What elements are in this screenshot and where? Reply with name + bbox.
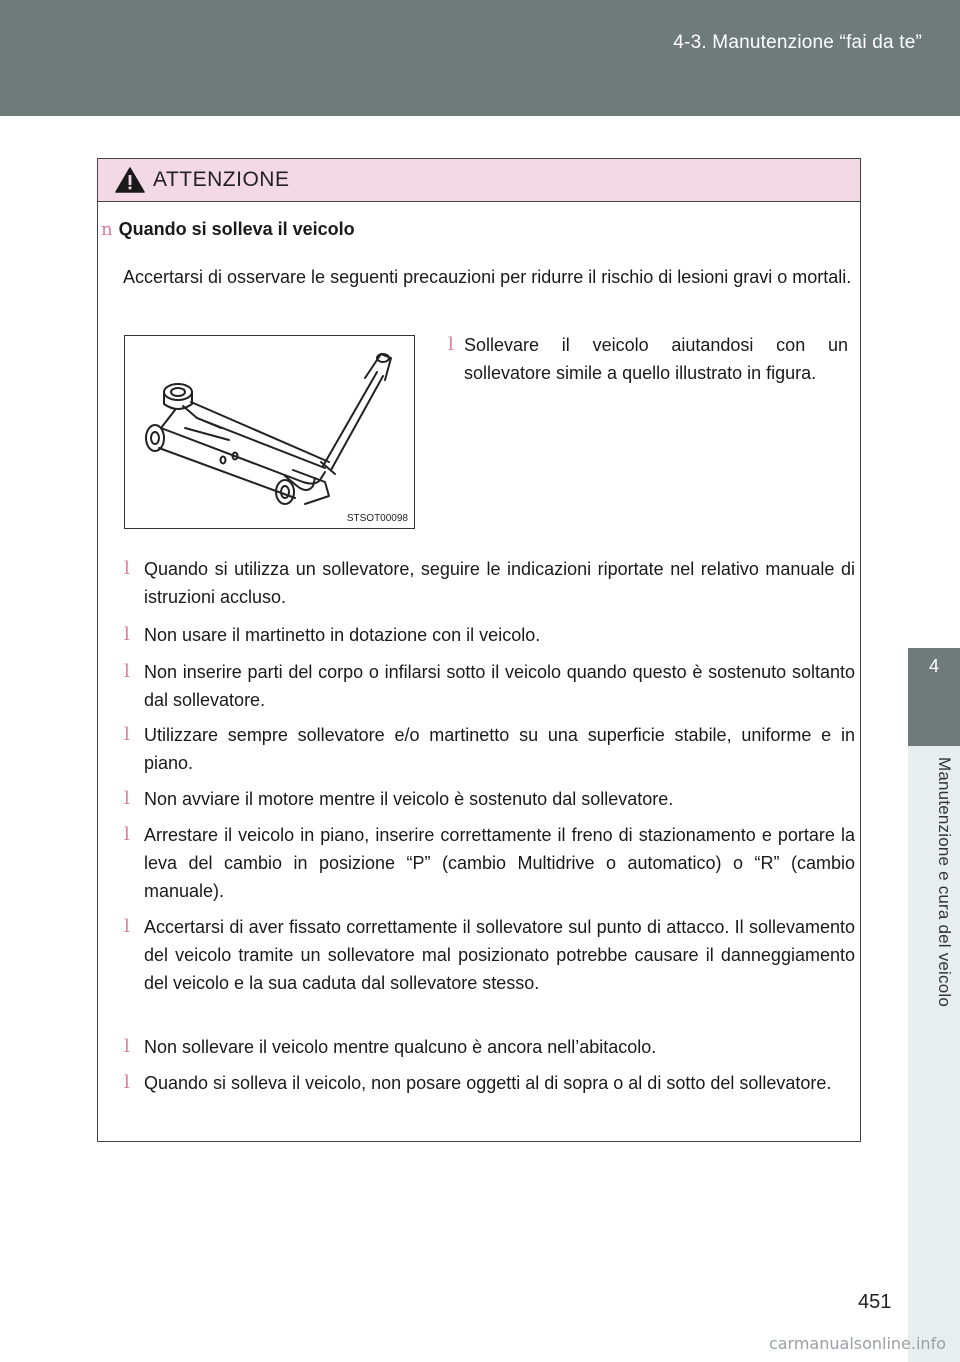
warning-triangle-icon [115,167,145,193]
section-title: 4-3. Manutenzione “fai da te” [673,32,922,53]
bullet-icon: l [124,624,130,645]
list-item-text: Quando si utilizza un sollevatore, seguire le indicazioni riportate nel relativo manuale di istruzioni accluso. [144,559,855,607]
warning-box [97,158,861,1142]
header-band [0,0,960,116]
list-item-text: Accertarsi di aver fissato correttamente il sollevatore sul punto di attacco. Il sollevamento del veicolo tramite un sollevatore mal posizionato potrebbe causare il danneggiamento del veicolo e la sua caduta dal sollevatore stesso. [144,917,855,993]
figure-caption: Sollevare il veicolo aiutandosi con un sollevatore simile a quello illustrato in figura. [464,335,848,383]
list-item [124,555,855,611]
jack-figure [124,335,415,529]
section-heading [98,219,355,240]
bullet-icon: l [124,788,130,809]
page-number: 451 [858,1291,892,1313]
list-item-text: Non inserire parti del corpo o infilarsi sotto il veicolo quando questo è sostenuto soltanto dal sollevatore. [144,662,855,710]
list-item-text: Quando si solleva il veicolo, non posare oggetti al di sopra o al di sotto del sollevatore. [144,1073,832,1093]
bullet-icon: l [124,661,130,682]
list-item-text: Non avviare il motore mentre il veicolo è sostenuto dal sollevatore. [144,789,674,809]
bullet-icon: l [124,1072,130,1093]
figure-code: STSOT00098 [346,513,408,524]
warning-content [98,201,860,1141]
watermark: carmanualsonline.info [768,1334,946,1353]
list-item [124,1069,855,1097]
list-item [124,721,855,777]
heading-bullet: n [101,219,113,240]
list-item [124,658,855,714]
figure-caption-item [448,331,848,387]
list-item-text: Utilizzare sempre sollevatore e/o martinetto su una superficie stabile, uniforme e in piano. [144,725,855,773]
list-item-text: Arrestare il veicolo in piano, inserire correttamente il freno di stazionamento e portare la leva del cambio in posizione “P” (cambio Multidrive o automatico) o “R” (cambio manuale). [144,825,855,901]
bullet-icon: l [124,724,130,745]
bullet-icon: l [124,558,130,579]
list-item [124,913,855,997]
bullet-icon: l [448,334,454,355]
list-item [124,1033,855,1061]
floor-jack-illustration [125,336,414,528]
warning-header [98,159,860,202]
heading-text: Quando si solleva il veicolo [118,219,355,239]
chapter-label: Manutenzione e cura del veicolo [935,757,954,1008]
chapter-number: 4 [928,656,939,676]
bullet-icon: l [124,916,130,937]
warning-title: ATTENZIONE [153,168,290,191]
list-item-text: Non usare il martinetto in dotazione con il veicolo. [144,625,541,645]
list-item [124,821,855,905]
list-item [124,621,855,649]
intro-text: Accertarsi di osservare le seguenti precauzioni per ridurre il rischio di lesioni gravi o mortali. [123,267,852,287]
bullet-icon: l [124,824,130,845]
list-item [124,785,855,813]
list-item-text: Non sollevare il veicolo mentre qualcuno è ancora nell’abitacolo. [144,1037,657,1057]
bullet-icon: l [124,1036,130,1057]
